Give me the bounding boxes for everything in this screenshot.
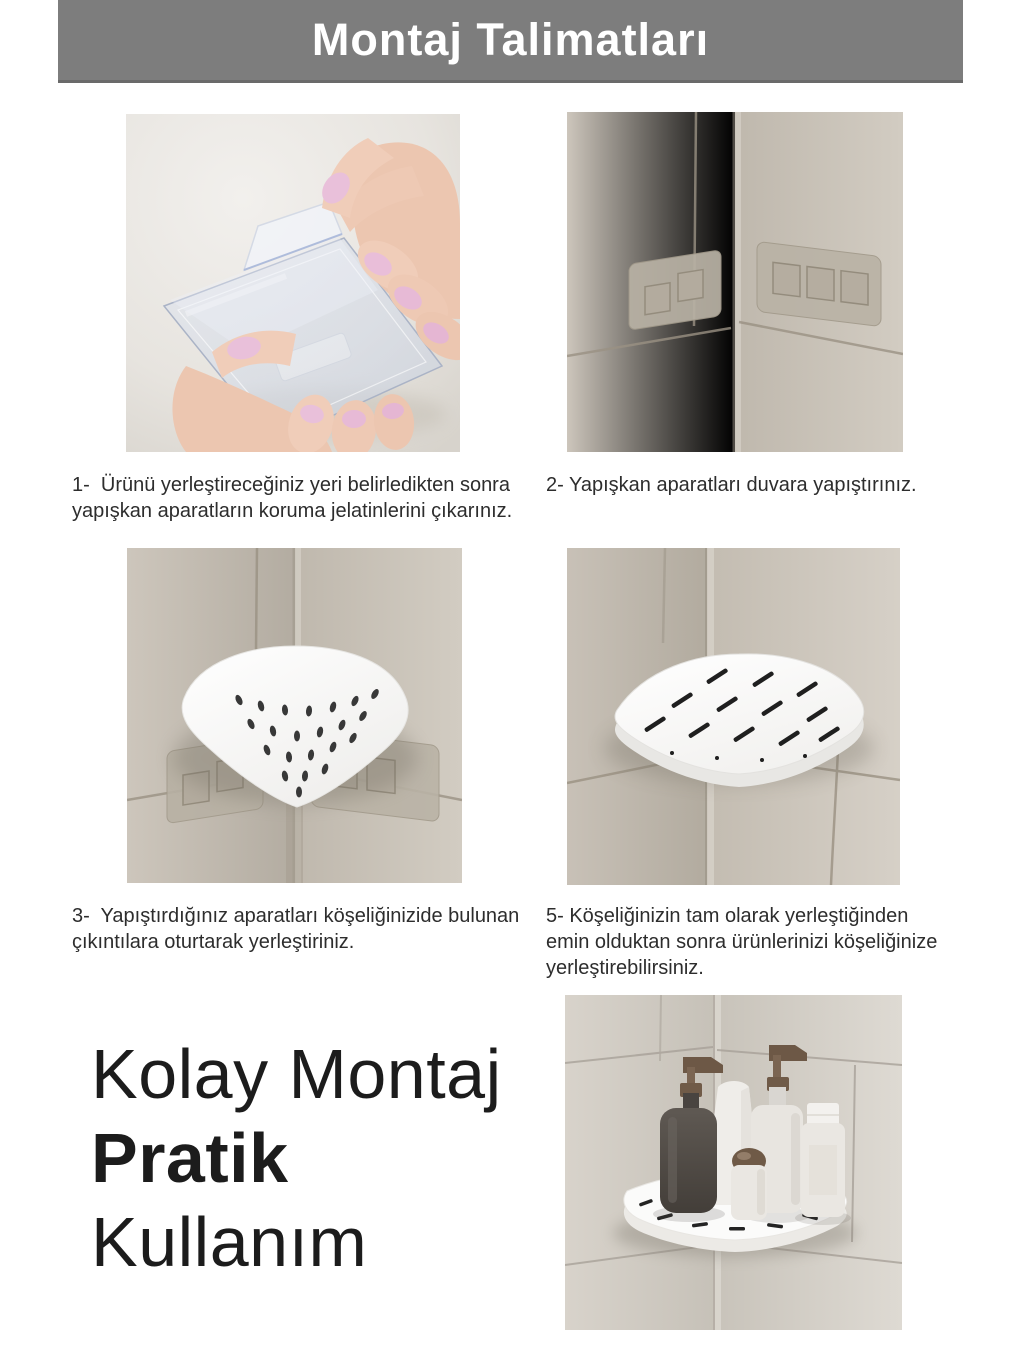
slogan-line-3: Kullanım — [91, 1203, 368, 1281]
caption-step-2 — [546, 472, 986, 498]
caption-step-3-line-1: 3- Yapıştırdığınız aparatları köşeliğinizide bulunan — [72, 905, 520, 927]
caption-step-1-line-1: 1- Ürünü yerleştireceğiniz yeri belirledikten sonra — [72, 474, 510, 496]
caption-step-5-line-3: yerleştirebilirsiniz. — [546, 957, 704, 979]
caption-step-2-line-1: 2- Yapışkan aparatları duvara yapıştırınız. — [546, 474, 917, 496]
peel-film-illustration — [126, 114, 460, 452]
photo-shelf-mounted-top-view — [127, 548, 462, 883]
caption-step-1-line-2: yapışkan aparatların koruma jelatinlerini çıkarınız. — [72, 500, 513, 522]
caption-step-5-line-1: 5- Köşeliğinizin tam olarak yerleştiğinden — [546, 905, 909, 927]
page-title: Montaj Talimatları — [311, 14, 710, 65]
caption-step-3-line-2: çıkıntılara oturtarak yerleştiriniz. — [72, 931, 355, 953]
photo-adhesive-plates-on-wall — [567, 112, 903, 452]
shelf-front-view-illustration — [567, 548, 900, 885]
photo-shelf-mounted-front-view — [567, 548, 900, 885]
photo-peeling-protective-film — [126, 114, 460, 452]
slogan — [91, 1032, 502, 1284]
caption-step-1 — [72, 472, 552, 524]
small-white-bottle — [801, 1103, 845, 1217]
shelf-top-view-illustration — [127, 548, 462, 883]
slogan-line-1: Kolay Montaj — [91, 1035, 502, 1113]
shelf-with-products-illustration — [565, 995, 902, 1330]
caption-step-5-line-2: emin olduktan sonra ürünlerinizi köşeliğinize — [546, 931, 938, 953]
adhesive-pad-right — [757, 241, 881, 326]
adhesive-plates-illustration — [567, 112, 903, 452]
slogan-line-2: Pratik — [91, 1119, 289, 1197]
caption-step-5 — [546, 903, 976, 981]
header-banner — [58, 0, 963, 83]
roll-on-bottle — [731, 1148, 767, 1220]
caption-step-3 — [72, 903, 552, 955]
adhesive-pad-left — [629, 250, 721, 331]
photo-shelf-with-toiletries — [565, 995, 902, 1330]
